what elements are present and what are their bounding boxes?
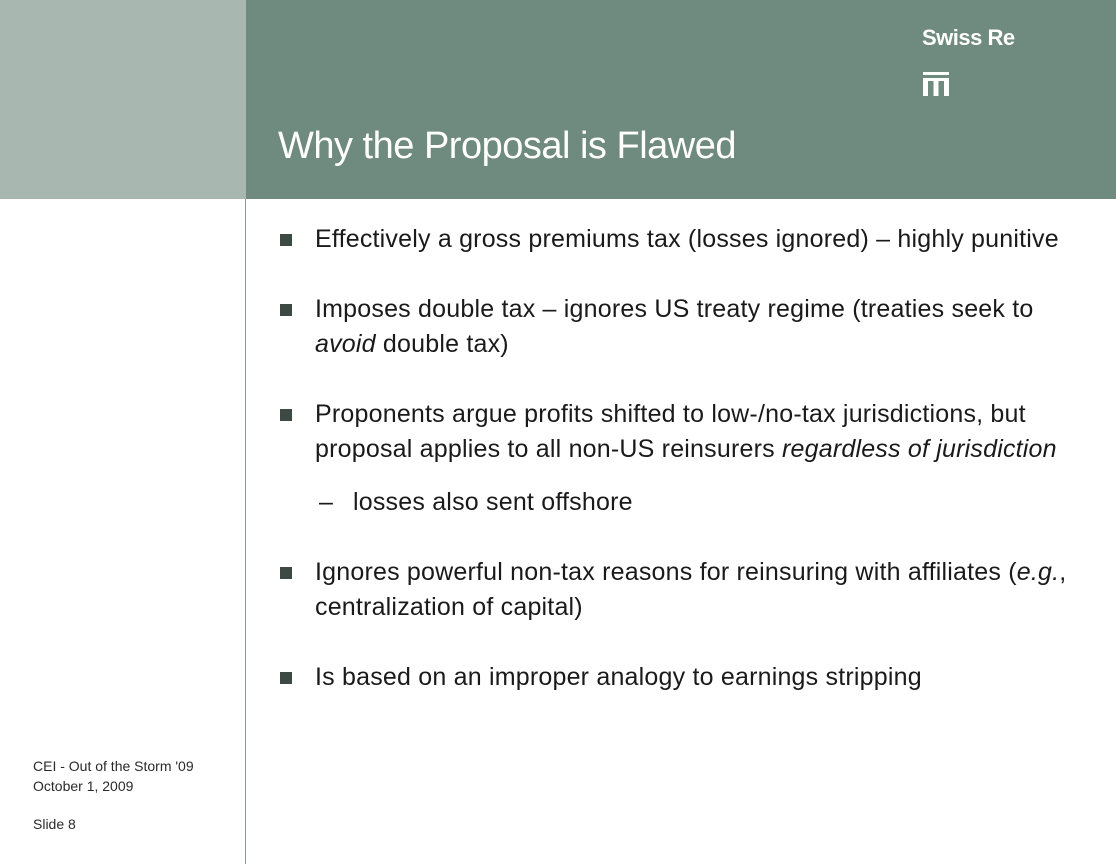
bullet-square-icon <box>280 567 292 579</box>
bullet-item <box>278 397 1098 520</box>
bullet-item <box>278 555 1098 625</box>
footer-event: CEI - Out of the Storm '09 <box>33 758 194 774</box>
slide-number: Slide 8 <box>33 816 76 832</box>
swiss-re-logo-icon <box>923 72 949 96</box>
footer-date: October 1, 2009 <box>33 778 134 794</box>
bullet-square-icon <box>280 234 292 246</box>
bullet-square-icon <box>280 409 292 421</box>
sub-bullet-item <box>315 485 1098 520</box>
bullet-text: Effectively a gross premiums tax (losses ignored) – highly punitive <box>315 225 1059 253</box>
bullet-item <box>278 660 1098 695</box>
brand-name: Swiss Re <box>922 25 1015 50</box>
bullet-item <box>278 292 1098 362</box>
page-title: Why the Proposal is Flawed <box>278 125 736 167</box>
corner-block <box>0 0 246 199</box>
dash-icon: – <box>319 488 334 516</box>
sidebar-divider <box>245 199 246 864</box>
bullet-text: Is based on an improper analogy to earnings stripping <box>315 663 922 691</box>
bullet-text: Proponents argue profits shifted to low-/no-tax jurisdictions, but proposal applies to all non-US reinsurers regardless of jurisdiction <box>315 400 1057 463</box>
bullet-item <box>278 222 1098 257</box>
sub-bullet-text: losses also sent offshore <box>353 488 633 516</box>
bullet-square-icon <box>280 304 292 316</box>
bullet-square-icon <box>280 672 292 684</box>
bullet-text: Imposes double tax – ignores US treaty regime (treaties seek to avoid double tax) <box>315 295 1034 358</box>
bullet-list <box>278 222 1098 730</box>
bullet-text: Ignores powerful non-tax reasons for reinsuring with affiliates (e.g., centralization of capital) <box>315 558 1067 621</box>
